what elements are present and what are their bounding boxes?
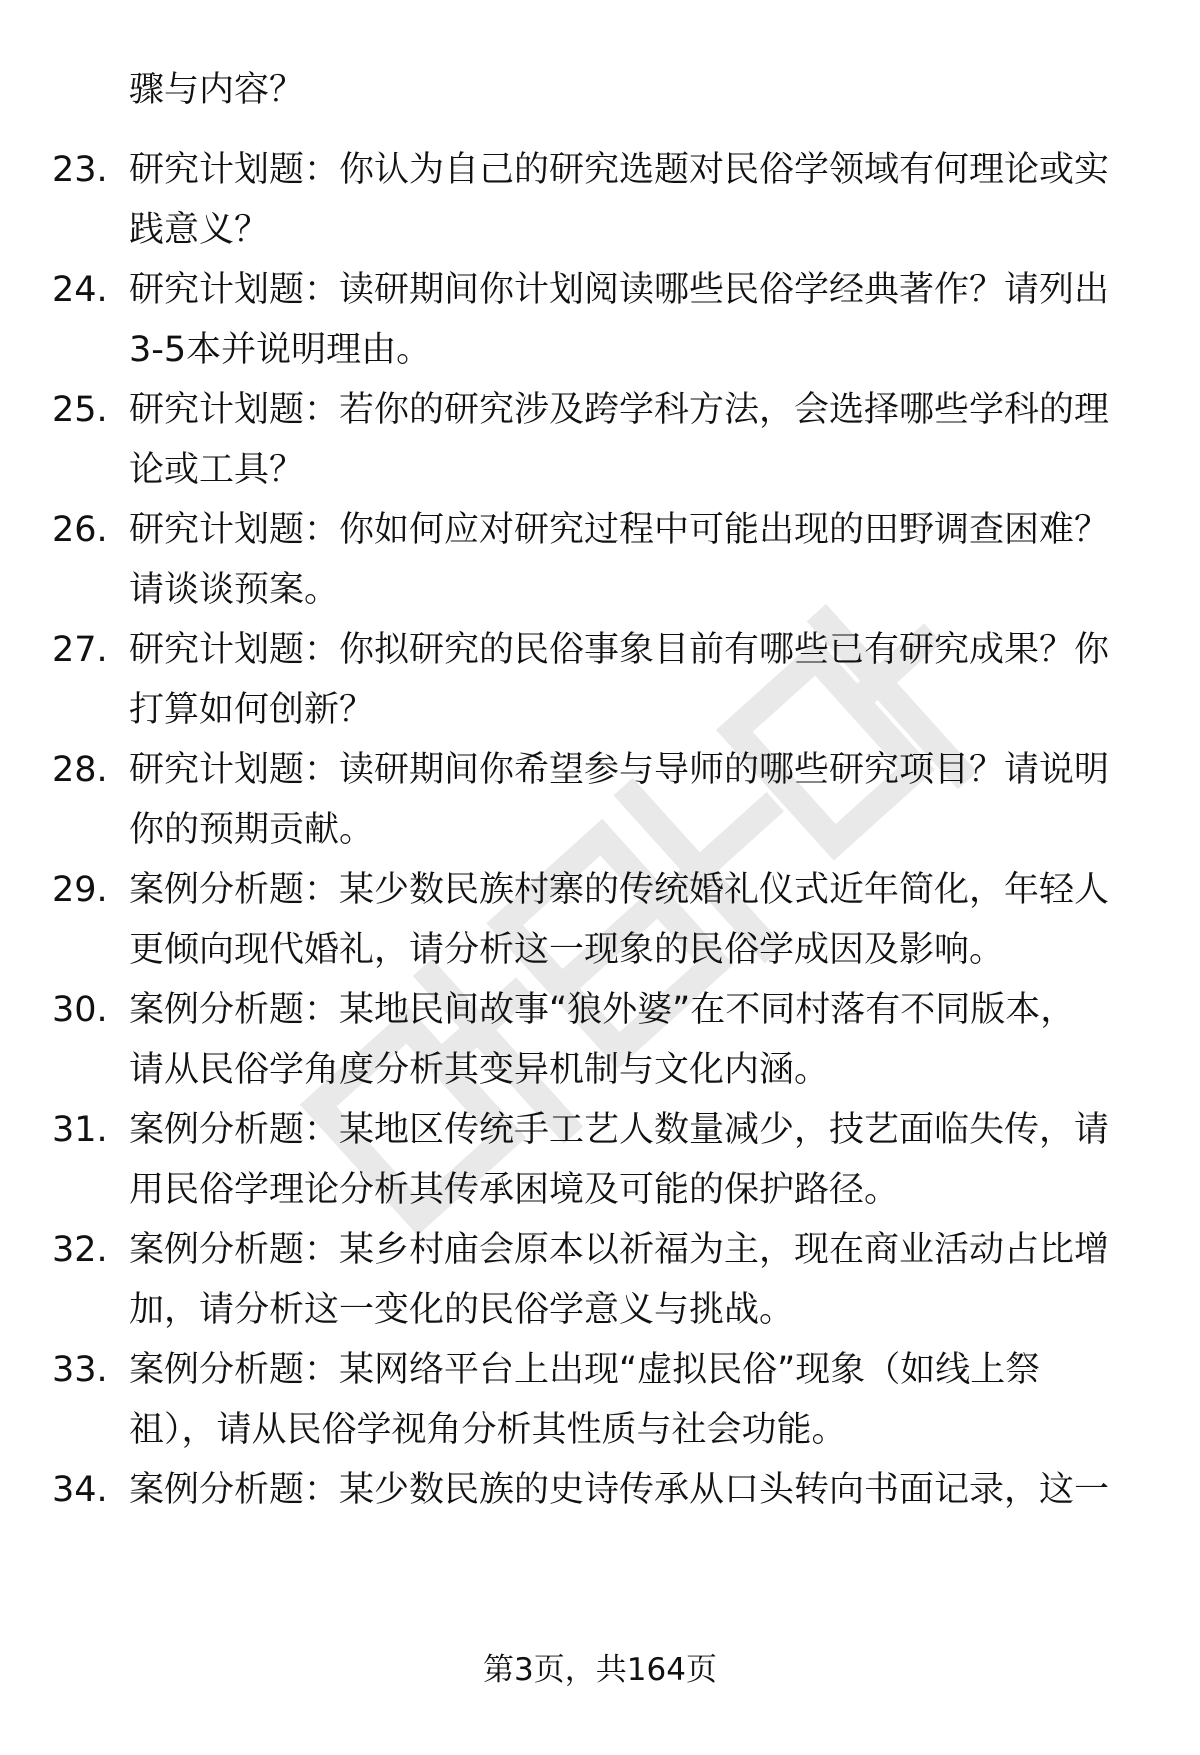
question-text (129, 260, 1149, 380)
question-text-line: 用民俗学理论分析其传承困境及可能的保护路径。 (129, 1170, 900, 1210)
question-number: 28. (52, 750, 108, 790)
question-text-line: 祖），请从民俗学视角分析其性质与社会功能。 (129, 1410, 847, 1450)
continuation-line: 骤与内容？ (129, 70, 305, 110)
page-footer: 第3页，共164页 (483, 1652, 717, 1688)
question-text (129, 380, 1149, 500)
question-text-line: 加，请分析这一变化的民俗学意义与挑战。 (129, 1290, 795, 1330)
question-text-line: 案例分析题：某少数民族村寨的传统婚礼仪式近年简化，年轻人 (129, 870, 1110, 910)
question-text-line: 案例分析题：某乡村庙会原本以祈福为主，现在商业活动占比增 (129, 1230, 1110, 1270)
question-number: 31. (52, 1110, 108, 1150)
question-text-line: 案例分析题：某地区传统手工艺人数量减少，技艺面临失传，请 (129, 1110, 1110, 1150)
question-text (129, 1340, 1149, 1460)
question-text-line: 研究计划题：你如何应对研究过程中可能出现的田野调查困难？ (129, 510, 1110, 550)
question-number: 23. (52, 150, 108, 190)
question-text-line: 案例分析题：某地民间故事“狼外婆”在不同村落有不同版本， (129, 990, 1076, 1030)
question-text-line: 践意义？ (129, 210, 270, 250)
question-text-line: 你的预期贡献。 (129, 810, 375, 850)
question-text-line: 请从民俗学角度分析其变异机制与文化内涵。 (129, 1050, 830, 1090)
question-text-line: 研究计划题：读研期间你计划阅读哪些民俗学经典著作？请列出 (129, 270, 1110, 310)
question-number: 32. (52, 1230, 108, 1270)
question-text-line: 研究计划题：读研期间你希望参与导师的哪些研究项目？请说明 (129, 750, 1110, 790)
question-text (129, 980, 1149, 1100)
question-text (129, 860, 1149, 980)
question-text-line: 更倾向现代婚礼，请分析这一现象的民俗学成因及影响。 (129, 930, 1005, 970)
question-text-line: 论或工具？ (129, 450, 305, 490)
question-text (129, 500, 1149, 620)
question-text (129, 740, 1149, 860)
question-text-line: 请谈谈预案。 (129, 570, 340, 610)
question-text (129, 1100, 1149, 1220)
question-text-line: 研究计划题：你认为自己的研究选题对民俗学领域有何理论或实 (129, 150, 1110, 190)
question-text (129, 620, 1149, 740)
question-text (129, 1220, 1149, 1340)
question-text-line: 案例分析题：某少数民族的史诗传承从口头转向书面记录，这一 (129, 1470, 1110, 1510)
question-text-line: 研究计划题：你拟研究的民俗事象目前有哪些已有研究成果？你 (129, 630, 1110, 670)
question-text-line: 研究计划题：若你的研究涉及跨学科方法，会选择哪些学科的理 (129, 390, 1110, 430)
question-text-line: 3-5本并说明理由。 (129, 330, 432, 370)
question-number: 30. (52, 990, 108, 1030)
question-text (129, 140, 1149, 260)
question-text (129, 1460, 1149, 1520)
question-number: 27. (52, 630, 108, 670)
question-text-line: 案例分析题：某网络平台上出现“虚拟民俗”现象（如线上祭 (129, 1350, 1041, 1390)
question-number: 25. (52, 390, 108, 430)
question-number: 24. (52, 270, 108, 310)
question-number: 34. (52, 1470, 108, 1510)
question-number: 29. (52, 870, 108, 910)
question-number: 33. (52, 1350, 108, 1390)
question-text-line: 打算如何创新？ (129, 690, 375, 730)
question-number: 26. (52, 510, 108, 550)
